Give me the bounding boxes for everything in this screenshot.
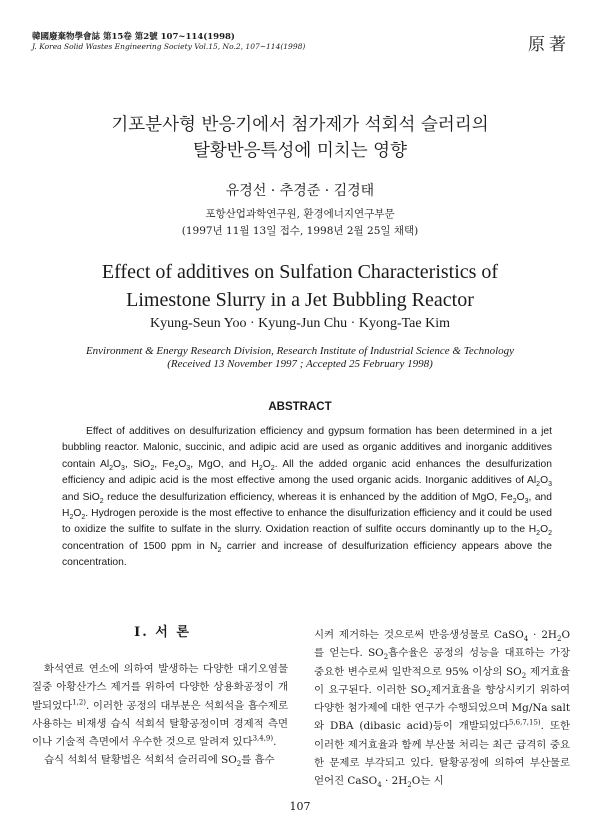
english-title-line1: Effect of additives on Sulfation Characteristics of: [101, 261, 499, 283]
journal-header-english: J. Korea Solid Wastes Engineering Society Vol.15, No.2, 107~114(1998): [32, 42, 306, 51]
korean-title: [0, 112, 600, 164]
english-affiliation: [0, 345, 600, 370]
korean-authors: 유경선 · 추경준 · 김경태: [225, 183, 375, 199]
right-column-text: [314, 626, 570, 791]
english-received-dates: (Received 13 November 1997 ; Accepted 25 February 1998): [167, 358, 433, 370]
journal-header-korean: 韓國廢棄物學會誌 第15卷 第2號 107~114(1998): [32, 32, 235, 42]
korean-received-dates: (1997년 11월 13일 접수, 1998년 2월 25일 채택): [181, 225, 419, 237]
korean-affiliation: [0, 206, 600, 238]
korean-affiliation-line1: 포항산업과학연구원, 환경에너지연구부문: [205, 208, 395, 220]
korean-title-line2: 탈황반응특성에 미치는 영향: [193, 141, 407, 161]
intro-paragraph-1: 화석연료 연소에 의하여 발생하는 다양한 대기오염물질중 아황산가스 제거를 위하여 다양한 상용화공정이 개발되었다$^{1,2)}$. 이러한 공정의 대부분은 석회석을 흡수제로 사용하는 비재생 습식 석회석 탈황공정이며 경제적 측면이나 기술적 측면에서 우수한 것으로 알려져 있다$^{3,4,9)}$.: [32, 663, 288, 749]
english-authors: Kyung-Seun Yoo · Kyung-Jun Chu · Kyong-Tae Kim: [149, 316, 450, 331]
intro-paragraph-2: 습식 석회석 탈황법은 석회석 슬러리에 $SO_2$를 흡수: [44, 754, 275, 769]
abstract-heading: ABSTRACT: [268, 401, 332, 413]
abstract-body: Effect of additives on desulfurization efficiency and gypsum formation has been determined in a jet bubbling reactor. Malonic, succinic, and adipic acid are used as organic additives and inorganic additives contain $Al_2O_3$, SiO$_2$, $Fe_2O_3$, MgO, and $H_2O_2$. All the added organic acid enhances the desulfurization efficiency and adipic acid is the most effective among the used organic acids. Inorganic additives of $Al_2O_3$ and SiO$_2$ reduce the desulfurization efficiency, whereas it is enhanced by the addition of MgO, $Fe_2O_3$, and $H_2O_2$. Hydrogen peroxide is the most effective to enhance the disulfurization efficiency and it could be used to oxidize the sulfite to sulfate in the slurry. Oxidation reaction of sulfite occurs dominantly up to the $H_2O_2$ concentration of 1500 ppm in $N_2$ carrier and increase of desulfurization efficiency appears above the concentration.: [62, 426, 552, 569]
page-number: 107: [289, 800, 311, 813]
intro-paragraph-2-continued: 시켜 제거하는 것으로써 반응생성물로 CaSO$_4$ · $2H_2O$를 얻는다. $SO_2$흡수율은 공정의 성능을 대표하는 가장 중요한 변수로써 일반적으로 95% 이상의 $SO_2$ 제거효율이 요구된다. 이러한 $SO_2$제거효율을 향상시키기 위하여 다양한 첨가제에 대한 연구가 수행되었으며 Mg/Na salt와 DBA (dibasic acid)등이 개발되었다$^{5,6,7,15)}$. 또한 이러한 제거효율과 함께 부산물 처리는 최근 급격히 중요한 문제로 부각되고 있다. 탈황공정에 의하여 부산물로 얻어진 CaSO$_4$ · $2H_2O$는 시: [314, 629, 571, 790]
english-title-line2: Limestone Slurry in a Jet Bubbling Reactor: [126, 289, 474, 311]
introduction-heading: I. 서 론: [134, 625, 191, 640]
english-affiliation-line1: Environment & Energy Research Division, Research Institute of Industrial Science & Technology: [85, 345, 515, 357]
left-column-text: [32, 660, 288, 770]
article-type-tag: 原著: [528, 35, 570, 55]
english-title: [0, 258, 600, 314]
korean-title-line1: 기포분사형 반응기에서 첨가제가 석회석 슬러리의: [111, 115, 489, 135]
